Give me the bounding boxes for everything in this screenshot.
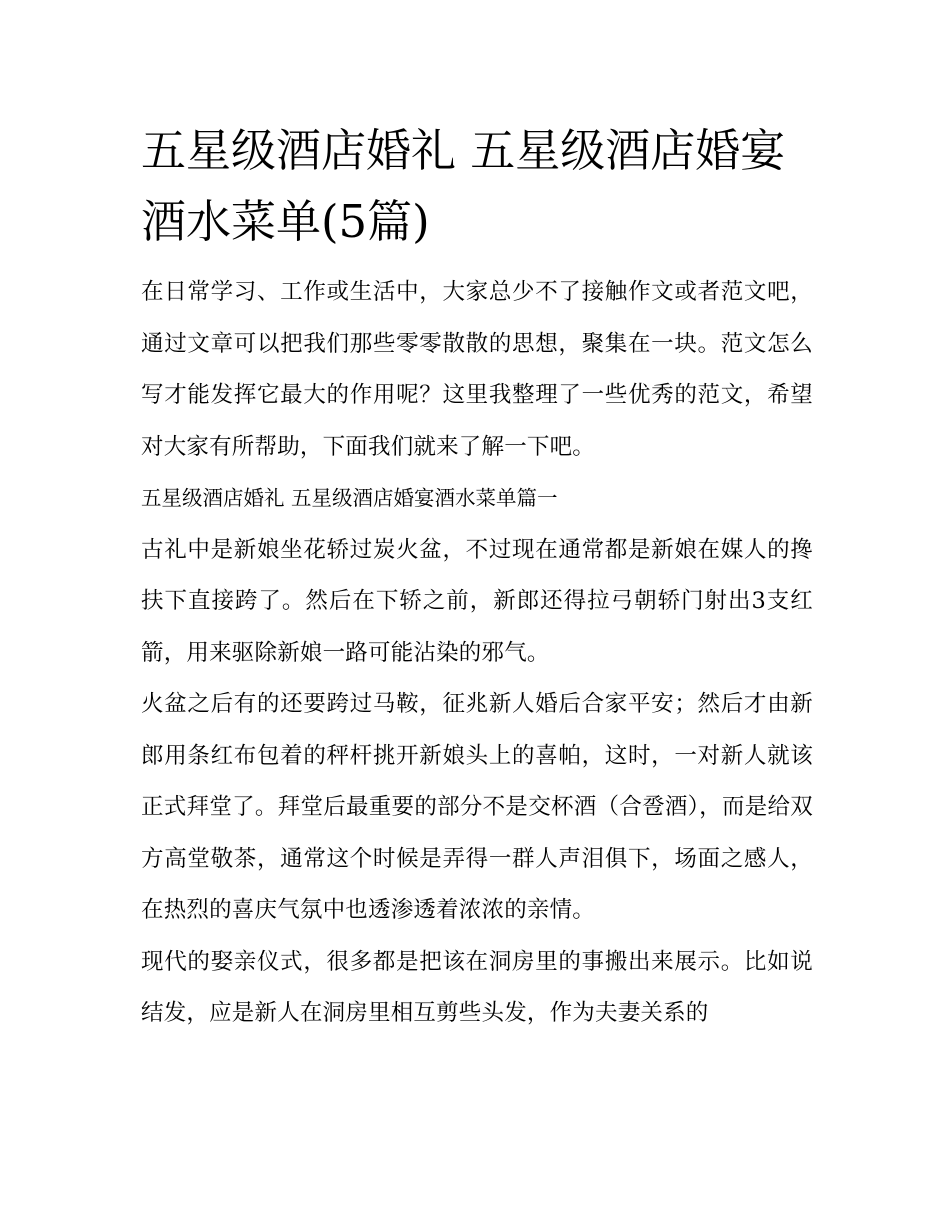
body-paragraph: 古礼中是新娘坐花轿过炭火盆，不过现在通常都是新娘在媒人的搀扶下直接跨了。然后在下轿之前，新郎还得拉弓朝轿门射出3支红箭，用来驱除新娘一路可能沾染的邪气。 — [141, 536, 813, 666]
document-body — [141, 267, 813, 1040]
intro-paragraph: 在日常学习、工作或生活中，大家总少不了接触作文或者范文吧，通过文章可以把我们那些零零散散的思想，聚集在一块。范文怎么写才能发挥它最大的作用呢？这里我整理了一些优秀的范文，希望对大家有所帮助，下面我们就来了解一下吧。 — [141, 279, 813, 460]
body-paragraph: 现代的娶亲仪式，很多都是把该在洞房里的事搬出来展示。比如说结发，应是新人在洞房里相互剪些头发，作为夫妻关系的 — [141, 948, 813, 1026]
body-paragraph: 火盆之后有的还要跨过马鞍，征兆新人婚后合家平安；然后才由新郎用条红布包着的秤杆挑开新娘头上的喜帕，这时，一对新人就该正式拜堂了。拜堂后最重要的部分不是交杯酒（合卺酒），而是给双方高堂敬茶，通常这个时候是弄得一群人声泪俱下，场面之感人，在热烈的喜庆气氛中也透渗透着浓浓的亲情。 — [141, 691, 813, 923]
document-content — [141, 115, 813, 1040]
section-heading: 五星级酒店婚礼 五星级酒店婚宴酒水菜单篇一 — [141, 486, 558, 510]
document-title: 五星级酒店婚礼 五星级酒店婚宴酒水菜单(5篇) — [141, 124, 786, 248]
